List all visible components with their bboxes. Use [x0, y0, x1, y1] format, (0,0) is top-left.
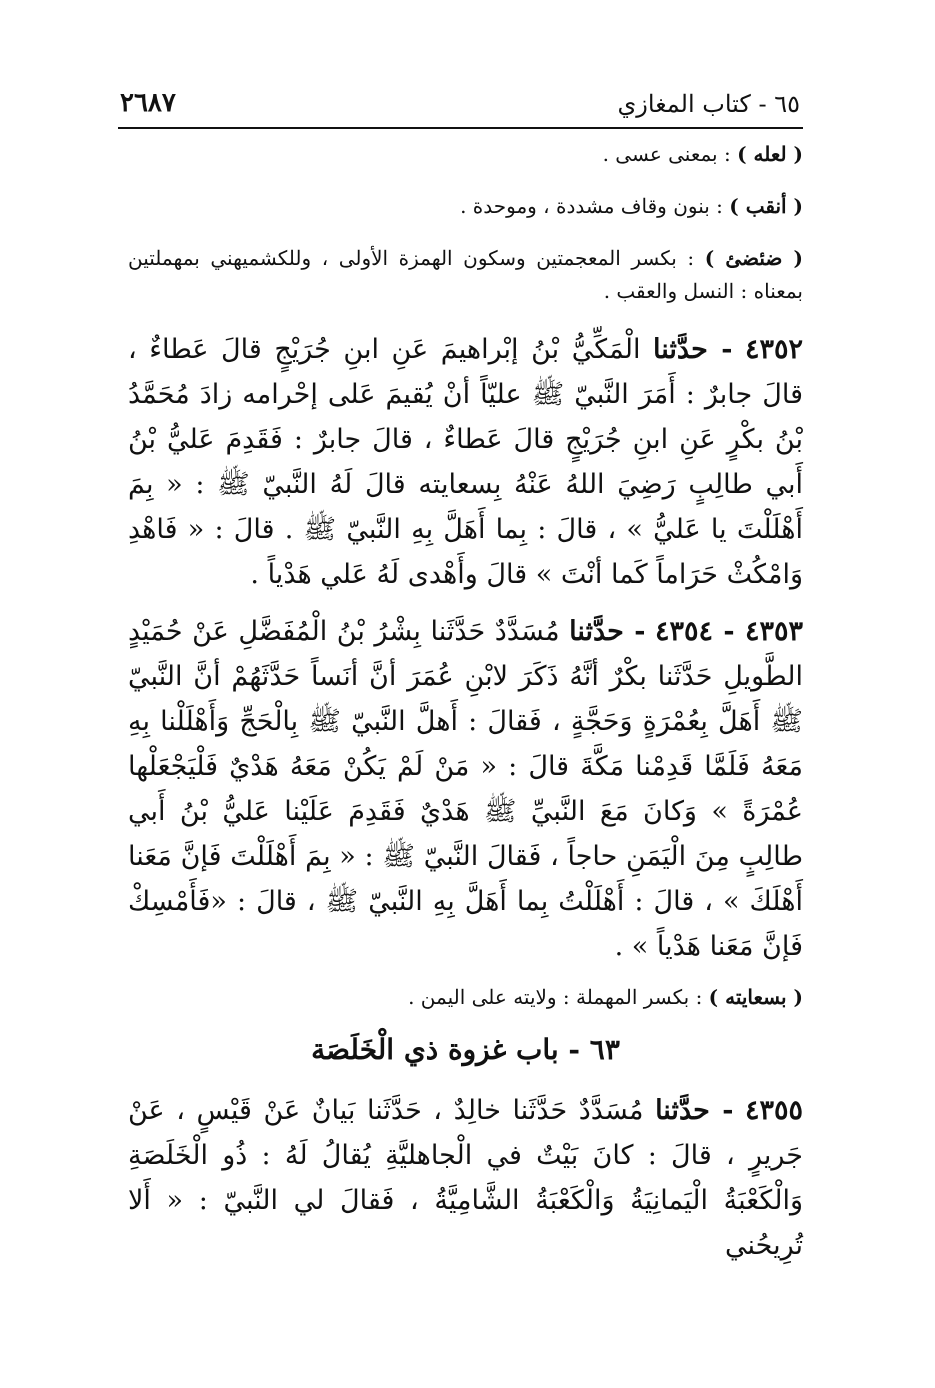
- header-rule: [118, 127, 803, 129]
- hadith-number: ٤٣٥٢: [744, 334, 803, 365]
- hadith-number: ٤٣٥٣ - ٤٣٥٤: [655, 616, 803, 647]
- hadith-lead: حدَّثنا: [653, 334, 708, 365]
- note: [128, 190, 803, 223]
- hadith-number: ٤٣٥٥: [744, 1095, 803, 1126]
- note-term: ( أنقب ): [729, 194, 803, 218]
- chapter-heading: ٦٣ - باب غزوة ذي الْخَلَصَة: [311, 1033, 620, 1066]
- note-text: : بكسر المعجمتين وسكون الهمزة الأولى ، وللكشميهني بمهملتين بمعناه : النسل والعقب .: [128, 246, 803, 303]
- notes-top: [128, 138, 803, 308]
- hadith-paragraph: ٤٣٥٥ - حدَّثنا مُسَدَّدٌ حَدَّثَنا خالِدٌ ، حَدَّثَنا بَيانٌ عَنْ قَيْسٍ ، عَنْ جَريرٍ ، قالَ : كانَ بَيْتٌ في الْجاهليَّةِ يُقالُ لَهُ : ذُو الْخَلَصَةِ وَالْكَعْبَةُ الْيَمانِيَةُ وَالْكَعْبَةُ الشَّامِيَّةُ ، فَقالَ لي النَّبيّ : « أَلا تُرِيحُني: [128, 1095, 803, 1261]
- note-text: : بمعنى عسى .: [602, 142, 731, 166]
- note: [128, 242, 803, 308]
- hadith-paragraph: ٤٣٥٢ - حدَّثنا الْمَكِّيُّ بْنُ إبْراهيمَ عَنِ ابنِ جُرَيْجٍ قالَ عَطاءٌ ، قالَ جابرٌ : أَمَرَ النَّبيّ ﷺ عليّاً أنْ يُقيمَ عَلى إحْرامه زادَ مُحَمَّدُ بْنُ بكْرٍ عَنِ ابنِ جُرَيْجٍ قالَ عَطاءٌ ، قالَ جابرٌ : فَقَدِمَ عَليُّ بْنُ أَبي طالِبٍ رَضِيَ اللهُ عَنْهُ بِسعايته قالَ لَهُ النَّبيّ ﷺ : « بِمَ أَهْلَلْتَ يا عَليُّ » ، قالَ : بِما أَهَلَّ بِهِ النَّبيّ ﷺ . قالَ : « فَاهْدِ وَامْكُثْ حَرَاماً كَما أنْتَ » قالَ وأَهْدى لَهُ عَلي هَدْياً .: [128, 334, 804, 590]
- running-title: ٦٥ - كتاب المغازي: [617, 90, 800, 118]
- note-term: ( ضئضئ ): [704, 246, 803, 270]
- page-body: [128, 138, 803, 1280]
- hadith-text: مُسَدَّدٌ حَدَّثَنا بِشْرُ بْنُ الْمُفَضَّلِ عَنْ حُمَيْدٍ الطَّويلِ حَدَّثَنا بكْرٌ أنَّهُ ذَكَرَ لابْنِ عُمَرَ أنَّ أنَساً حَدَّثَهُمْ أنَّ النَّبيّ ﷺ أَهَلَّ بِعُمْرَةٍ وَحَجَّةٍ ، فَقالَ : أَهلَّ النَّبيّ ﷺ بِالْحَجِّ وَأَهْلَلْنا بِهِ مَعَهُ فَلَمَّا قَدِمْنا مَكَّةَ قالَ : « مَنْ لَمْ يَكُنْ مَعَهُ هَدْيٌ فَلْيَجْعَلْها عُمْرَةً » وَكانَ مَعَ النَّبيِّ ﷺ هَدْيٌ فَقَدِمَ عَلَيْنا عَليُّ بْنُ أَبي طالِبٍ مِنَ الْيَمَنِ حاجاً ، فَقالَ النَّبيّ ﷺ : « بِمَ أَهْلَلْتَ فَإنَّ مَعَنا أَهْلَكَ » ، قالَ : أَهْلَلْتُ بِما أَهَلَّ بِهِ النَّبيّ ﷺ ، قالَ : «فَأَمْسِكْ فَإنَّ مَعَنا هَدْياً » .: [128, 616, 803, 962]
- hadith-text: الْمَكِّيُّ بْنُ إبْراهيمَ عَنِ ابنِ جُرَيْجٍ قالَ عَطاءٌ ، قالَ جابرٌ : أَمَرَ النَّبيّ ﷺ عليّاً أنْ يُقيمَ عَلى إحْرامه زادَ مُحَمَّدُ بْنُ بكْرٍ عَنِ ابنِ جُرَيْجٍ قالَ عَطاءٌ ، قالَ جابرٌ : فَقَدِمَ عَليُّ بْنُ أَبي طالِبٍ رَضِيَ اللهُ عَنْهُ بِسعايته قالَ لَهُ النَّبيّ ﷺ : « بِمَ أَهْلَلْتَ يا عَليُّ » ، قالَ : بِما أَهَلَّ بِهِ النَّبيّ ﷺ . قالَ : « فَاهْدِ وَامْكُثْ حَرَاماً كَما أنْتَ » قالَ وأَهْدى لَهُ عَلي هَدْياً .: [128, 334, 804, 590]
- note: [128, 981, 803, 1014]
- note-term: ( لعله ): [737, 142, 803, 166]
- hadith-lead: حدَّثنا: [569, 616, 624, 647]
- hadith-lead: حدَّثنا: [655, 1095, 710, 1126]
- page-header: [120, 78, 800, 118]
- note: [128, 138, 803, 171]
- note-text: : بنون وقاف مشددة ، وموحدة .: [460, 194, 723, 218]
- note-term: ( بسعايته ): [708, 985, 803, 1009]
- hadith-text: مُسَدَّدٌ حَدَّثَنا خالِدٌ ، حَدَّثَنا بَيانٌ عَنْ قَيْسٍ ، عَنْ جَريرٍ ، قالَ : كانَ بَيْتٌ في الْجاهليَّةِ يُقالُ لَهُ : ذُو الْخَلَصَةِ وَالْكَعْبَةُ الْيَمانِيَةُ وَالْكَعْبَةُ الشَّامِيَّةُ ، فَقالَ لي النَّبيّ : « أَلا تُرِيحُني: [128, 1095, 803, 1261]
- note-text: : بكسر المهملة : ولايته على اليمن .: [408, 985, 703, 1009]
- page-number: ٢٦٨٧: [120, 88, 176, 118]
- hadith-paragraph: ٤٣٥٣ - ٤٣٥٤ - حدَّثنا مُسَدَّدٌ حَدَّثَنا بِشْرُ بْنُ الْمُفَضَّلِ عَنْ حُمَيْدٍ الطَّويلِ حَدَّثَنا بكْرٌ أنَّهُ ذَكَرَ لابْنِ عُمَرَ أنَّ أنَساً حَدَّثَهُمْ أنَّ النَّبيّ ﷺ أَهَلَّ بِعُمْرَةٍ وَحَجَّةٍ ، فَقالَ : أَهلَّ النَّبيّ ﷺ بِالْحَجِّ وَأَهْلَلْنا بِهِ مَعَهُ فَلَمَّا قَدِمْنا مَكَّةَ قالَ : « مَنْ لَمْ يَكُنْ مَعَهُ هَدْيٌ فَلْيَجْعَلْها عُمْرَةً » وَكانَ مَعَ النَّبيِّ ﷺ هَدْيٌ فَقَدِمَ عَلَيْنا عَليُّ بْنُ أَبي طالِبٍ مِنَ الْيَمَنِ حاجاً ، فَقالَ النَّبيّ ﷺ : « بِمَ أَهْلَلْتَ فَإنَّ مَعَنا أَهْلَكَ » ، قالَ : أَهْلَلْتُ بِما أَهَلَّ بِهِ النَّبيّ ﷺ ، قالَ : «فَأَمْسِكْ فَإنَّ مَعَنا هَدْياً » .: [128, 616, 803, 962]
